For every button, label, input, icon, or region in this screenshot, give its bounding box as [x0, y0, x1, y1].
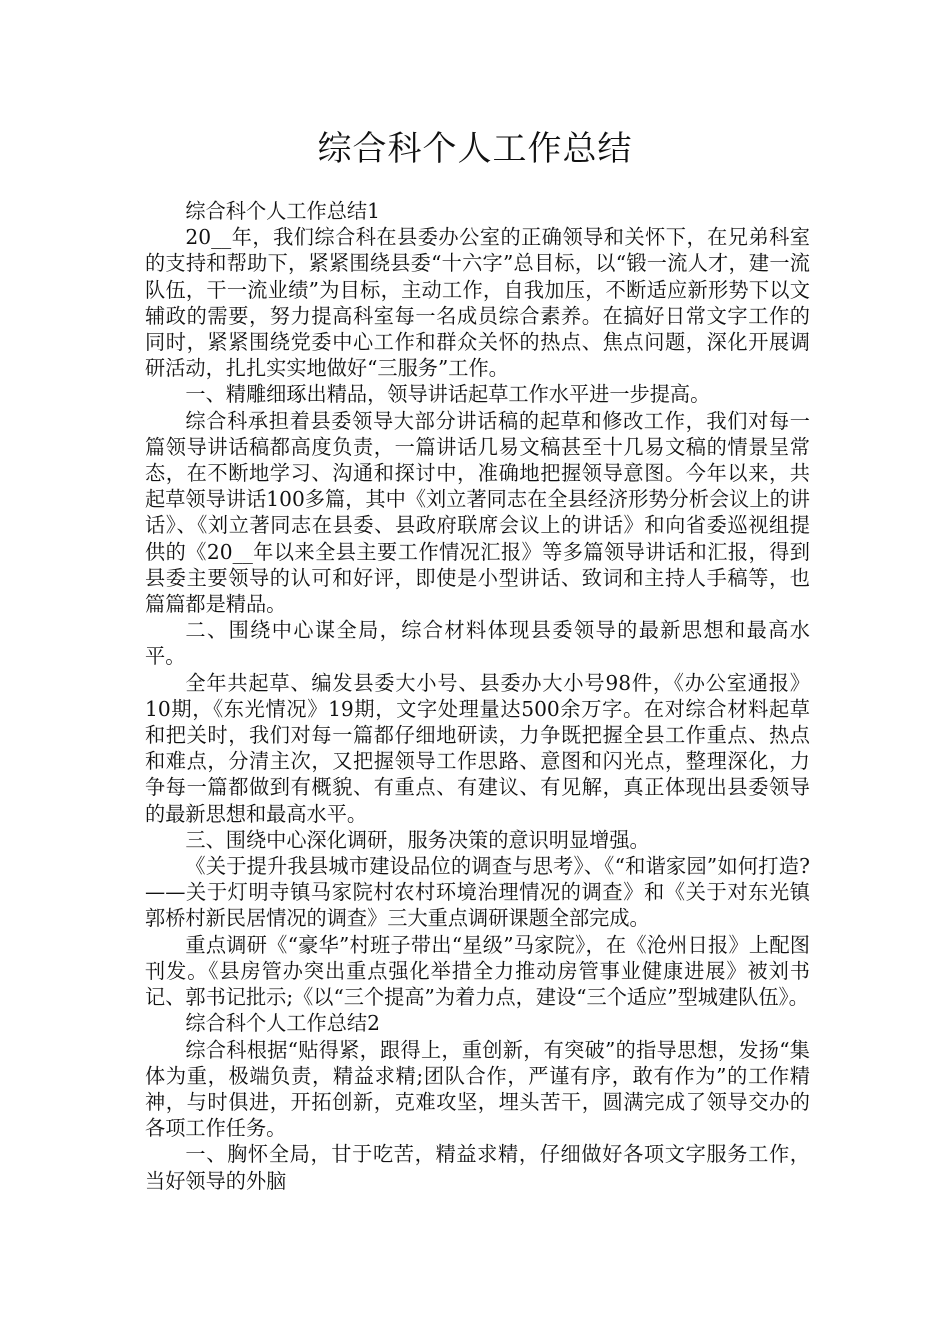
subheading: 三、围绕中心深化调研，服务决策的意识明显增强。 [185, 827, 650, 852]
document-title: 综合科个人工作总结 [317, 129, 633, 169]
paragraph: 《关于提升我县城市建设品位的调查与思考》、《“和谐家园”如何打造?——关于灯明寺镇马家院村农村环境治理情况的调查》和《关于对东光镇郭桥村新民居情况的调查》三大重点调研课题全部完成。 [145, 854, 810, 931]
section-heading-1: 综合科个人工作总结1 [185, 199, 380, 223]
section-heading-2: 综合科个人工作总结2 [185, 1011, 380, 1036]
subheading: 一、胸怀全局，甘于吃苦，精益求精，仔细做好各项文字服务工作，当好领导的外脑 [145, 1142, 810, 1193]
paragraph: 20__年，我们综合科在县委办公室的正确领导和关怀下，在兄弟科室的支持和帮助下，紧紧围绕县委“十六字”总目标，以“锻一流人才，建一流队伍，干一流业绩”为目标，主动工作，自我加压，不断适应新形势下以文辅政的需要，努力提高科室每一名成员综合素养。在搞好日常文字工作的同时，紧紧围绕党委中心工作和群众关怀的热点、焦点问题，深化开展调研活动，扎扎实实地做好“三服务”工作。 [145, 225, 810, 381]
paragraph: 综合科根据“贴得紧，跟得上，重创新，有突破”的指导思想，发扬“集体为重，极端负责，精益求精;团队合作，严谨有序，敢有作为”的工作精神，与时俱进，开拓创新，克难攻坚，埋头苦干，圆满完成了领导交办的各项工作任务。 [145, 1037, 810, 1141]
subheading: 一、精雕细琢出精品，领导讲话起草工作水平进一步提高。 [185, 382, 711, 407]
paragraph: 全年共起草、编发县委大小号、县委办大小号98件，《办公室通报》10期，《东光情况》19期，文字处理量达500余万字。在对综合材料起草和把关时，我们对每一篇都仔细地研读，力争既把握全县工作重点、热点和难点，分清主次，又把握领导工作思路、意图和闪光点，整理深化，力争每一篇都做到有概貌、有重点、有建议、有见解，真正体现出县委领导的最新思想和最高水平。 [145, 670, 810, 826]
paragraph: 重点调研《“豪华”村班子带出“星级”马家院》，在《沧州日报》上配图刊发。《县房管办突出重点强化举措全力推动房管事业健康进展》被刘书记、郭书记批示;《以“三个提高”为着力点，建设“三个适应”型城建队伍》。 [145, 932, 810, 1010]
paragraph: 综合科承担着县委领导大部分讲话稿的起草和修改工作，我们对每一篇领导讲话稿都高度负责，一篇讲话几易文稿甚至十几易文稿的情景呈常态，在不断地学习、沟通和探讨中，准确地把握领导意图。今年以来，共起草领导讲话100多篇，其中《刘立著同志在全县经济形势分析会议上的讲话》、《刘立著同志在县委、县政府联席会议上的讲话》和向省委巡视组提供的《20__年以来全县主要工作情况汇报》等多篇领导讲话和汇报，得到县委主要领导的认可和好评，即使是小型讲话、致词和主持人手稿等，也篇篇都是精品。 [145, 408, 810, 617]
subheading: 二、围绕中心谋全局，综合材料体现县委领导的最新思想和最高水平。 [145, 618, 810, 669]
document-body [145, 198, 810, 1194]
